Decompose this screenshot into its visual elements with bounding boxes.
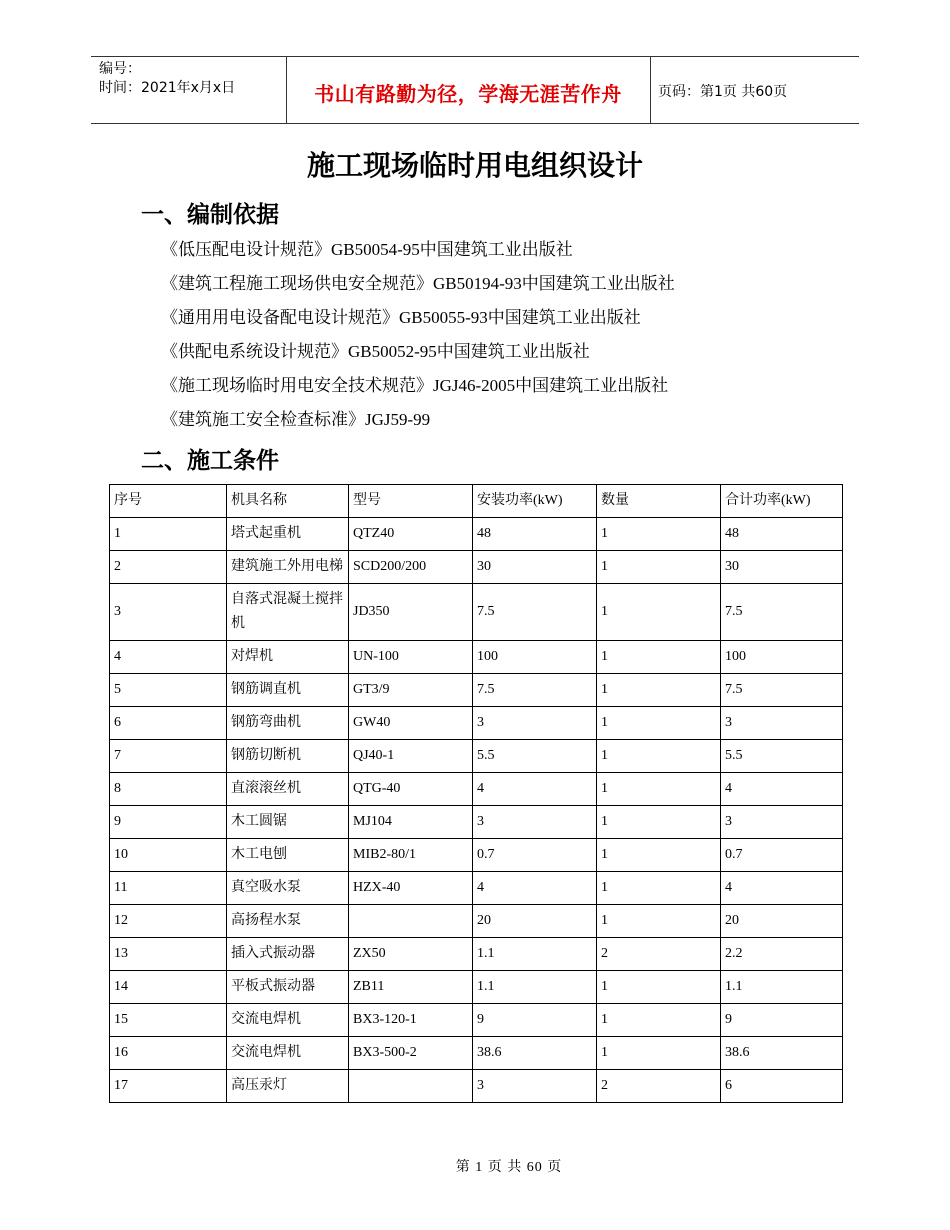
table-cell: 0.7 [473, 839, 597, 872]
column-header: 安装功率(kW) [473, 485, 597, 518]
table-cell: 2 [597, 938, 721, 971]
table-cell: 平板式振动器 [227, 971, 349, 1004]
table-row [110, 773, 843, 806]
table-cell: MIB2-80/1 [349, 839, 473, 872]
table-row [110, 971, 843, 1004]
table-cell: 1 [597, 872, 721, 905]
table-cell: 钢筋切断机 [227, 740, 349, 773]
table-cell: UN-100 [349, 641, 473, 674]
table-row [110, 1037, 843, 1070]
column-header: 序号 [110, 485, 227, 518]
column-header: 数量 [597, 485, 721, 518]
table-cell: 0.7 [721, 839, 843, 872]
table-cell: JD350 [349, 584, 473, 641]
table-cell: 9 [721, 1004, 843, 1037]
table-cell: QTZ40 [349, 518, 473, 551]
table-cell: 11 [110, 872, 227, 905]
column-header: 型号 [349, 485, 473, 518]
table-row [110, 839, 843, 872]
table-cell: 1 [597, 551, 721, 584]
basis-item: 《供配电系统设计规范》GB50052-95中国建筑工业出版社 [161, 342, 590, 361]
table-cell: 交流电焊机 [227, 1037, 349, 1070]
table-cell: 钢筋调直机 [227, 674, 349, 707]
header-page-number: 页码：第1页 共60页 [658, 84, 788, 100]
table-row [110, 1004, 843, 1037]
code-label: 编号： [99, 61, 141, 77]
table-row [110, 1070, 843, 1103]
table-cell: 38.6 [721, 1037, 843, 1070]
table-cell: 直滚滚丝机 [227, 773, 349, 806]
table-cell: GT3/9 [349, 674, 473, 707]
table-row [110, 641, 843, 674]
table-body [110, 518, 843, 1103]
header-divider [650, 57, 651, 123]
table-cell: 插入式振动器 [227, 938, 349, 971]
table-cell: 4 [473, 872, 597, 905]
table-header-row [110, 485, 843, 518]
table-cell [349, 1070, 473, 1103]
table-cell: 1 [597, 674, 721, 707]
basis-item: 《低压配电设计规范》GB50054-95中国建筑工业出版社 [161, 240, 573, 259]
table-cell: 4 [473, 773, 597, 806]
document-header [91, 56, 859, 124]
table-cell: 5.5 [721, 740, 843, 773]
document-title: 施工现场临时用电组织设计 [306, 149, 643, 182]
table-cell: 10 [110, 839, 227, 872]
table-cell: 对焊机 [227, 641, 349, 674]
table-cell: 1 [597, 740, 721, 773]
basis-item: 《施工现场临时用电安全技术规范》JGJ46-2005中国建筑工业出版社 [161, 376, 669, 395]
table-cell: 3 [721, 806, 843, 839]
table-cell: 木工圆锯 [227, 806, 349, 839]
page-footer: 第 1 页 共 60 页 [455, 1160, 563, 1175]
table-row [110, 905, 843, 938]
table-cell: ZB11 [349, 971, 473, 1004]
table-cell: 高扬程水泵 [227, 905, 349, 938]
table-cell: 4 [721, 773, 843, 806]
table-cell: 建筑施工外用电梯 [227, 551, 349, 584]
table-cell: 9 [110, 806, 227, 839]
table-cell: 真空吸水泵 [227, 872, 349, 905]
table-cell: 3 [473, 707, 597, 740]
table-cell: 3 [473, 1070, 597, 1103]
table-cell: 7.5 [473, 584, 597, 641]
table-cell [349, 905, 473, 938]
table-cell: SCD200/200 [349, 551, 473, 584]
table-cell: 1 [597, 806, 721, 839]
table-cell: 塔式起重机 [227, 518, 349, 551]
table-cell: 20 [721, 905, 843, 938]
table-cell: 7.5 [721, 674, 843, 707]
table-cell: 7.5 [721, 584, 843, 641]
table-row [110, 872, 843, 905]
header-meta [99, 60, 235, 98]
table-cell: ZX50 [349, 938, 473, 971]
table-cell: HZX-40 [349, 872, 473, 905]
table-cell: MJ104 [349, 806, 473, 839]
table-row [110, 674, 843, 707]
table-cell: 1 [597, 707, 721, 740]
table-row [110, 707, 843, 740]
table-cell: 钢筋弯曲机 [227, 707, 349, 740]
column-header: 合计功率(kW) [721, 485, 843, 518]
table-cell: 1 [597, 518, 721, 551]
section-heading-basis: 一、编制依据 [141, 202, 279, 228]
table-row [110, 806, 843, 839]
table-row [110, 584, 843, 641]
table-cell: 1 [597, 641, 721, 674]
table-cell: 1 [597, 905, 721, 938]
table-cell: 100 [721, 641, 843, 674]
table-cell: 自落式混凝土搅拌机 [227, 584, 349, 641]
table-cell: 30 [473, 551, 597, 584]
table-cell: 17 [110, 1070, 227, 1103]
table-cell: 4 [721, 872, 843, 905]
table-cell: 1.1 [473, 938, 597, 971]
table-cell: 2 [110, 551, 227, 584]
table-cell: 3 [473, 806, 597, 839]
table-cell: BX3-500-2 [349, 1037, 473, 1070]
table-cell: 木工电刨 [227, 839, 349, 872]
table-cell: 38.6 [473, 1037, 597, 1070]
table-cell: 30 [721, 551, 843, 584]
table-cell: 2.2 [721, 938, 843, 971]
table-cell: 2 [597, 1070, 721, 1103]
table-cell: 6 [721, 1070, 843, 1103]
table-cell: 8 [110, 773, 227, 806]
table-cell: 12 [110, 905, 227, 938]
table-cell: QJ40-1 [349, 740, 473, 773]
table-row [110, 518, 843, 551]
table-cell: 1 [597, 839, 721, 872]
basis-item: 《建筑施工安全检查标准》JGJ59-99 [161, 410, 431, 429]
time-label: 时间：2021年x月x日 [99, 80, 236, 96]
table-cell: 5.5 [473, 740, 597, 773]
table-cell: 5 [110, 674, 227, 707]
table-cell: 高压汞灯 [227, 1070, 349, 1103]
table-cell: GW40 [349, 707, 473, 740]
table-cell: 交流电焊机 [227, 1004, 349, 1037]
table-cell: 20 [473, 905, 597, 938]
table-cell: 7 [110, 740, 227, 773]
table-row [110, 551, 843, 584]
table-cell: 1 [597, 1037, 721, 1070]
table-cell: 1 [597, 773, 721, 806]
table-cell: BX3-120-1 [349, 1004, 473, 1037]
header-motto: 书山有路勤为径，学海无涯苦作舟 [314, 82, 622, 106]
table-cell: QTG-40 [349, 773, 473, 806]
table-cell: 100 [473, 641, 597, 674]
table-cell: 9 [473, 1004, 597, 1037]
table-cell: 7.5 [473, 674, 597, 707]
table-cell: 4 [110, 641, 227, 674]
table-row [110, 938, 843, 971]
table-cell: 1 [597, 1004, 721, 1037]
table-cell: 6 [110, 707, 227, 740]
table-cell: 15 [110, 1004, 227, 1037]
table-cell: 3 [110, 584, 227, 641]
table-cell: 1 [597, 971, 721, 1004]
basis-item: 《通用用电设备配电设计规范》GB50055-93中国建筑工业出版社 [161, 308, 641, 327]
table-cell: 14 [110, 971, 227, 1004]
basis-list [161, 236, 675, 440]
equipment-table [109, 484, 843, 1103]
table-cell: 48 [473, 518, 597, 551]
table-cell: 1.1 [473, 971, 597, 1004]
section-heading-conditions: 二、施工条件 [141, 448, 279, 474]
column-header: 机具名称 [227, 485, 349, 518]
table-cell: 13 [110, 938, 227, 971]
table-cell: 16 [110, 1037, 227, 1070]
table-cell: 3 [721, 707, 843, 740]
table-cell: 48 [721, 518, 843, 551]
table-cell: 1 [597, 584, 721, 641]
table-cell: 1.1 [721, 971, 843, 1004]
basis-item: 《建筑工程施工现场供电安全规范》GB50194-93中国建筑工业出版社 [161, 274, 675, 293]
table-cell: 1 [110, 518, 227, 551]
table-row [110, 740, 843, 773]
